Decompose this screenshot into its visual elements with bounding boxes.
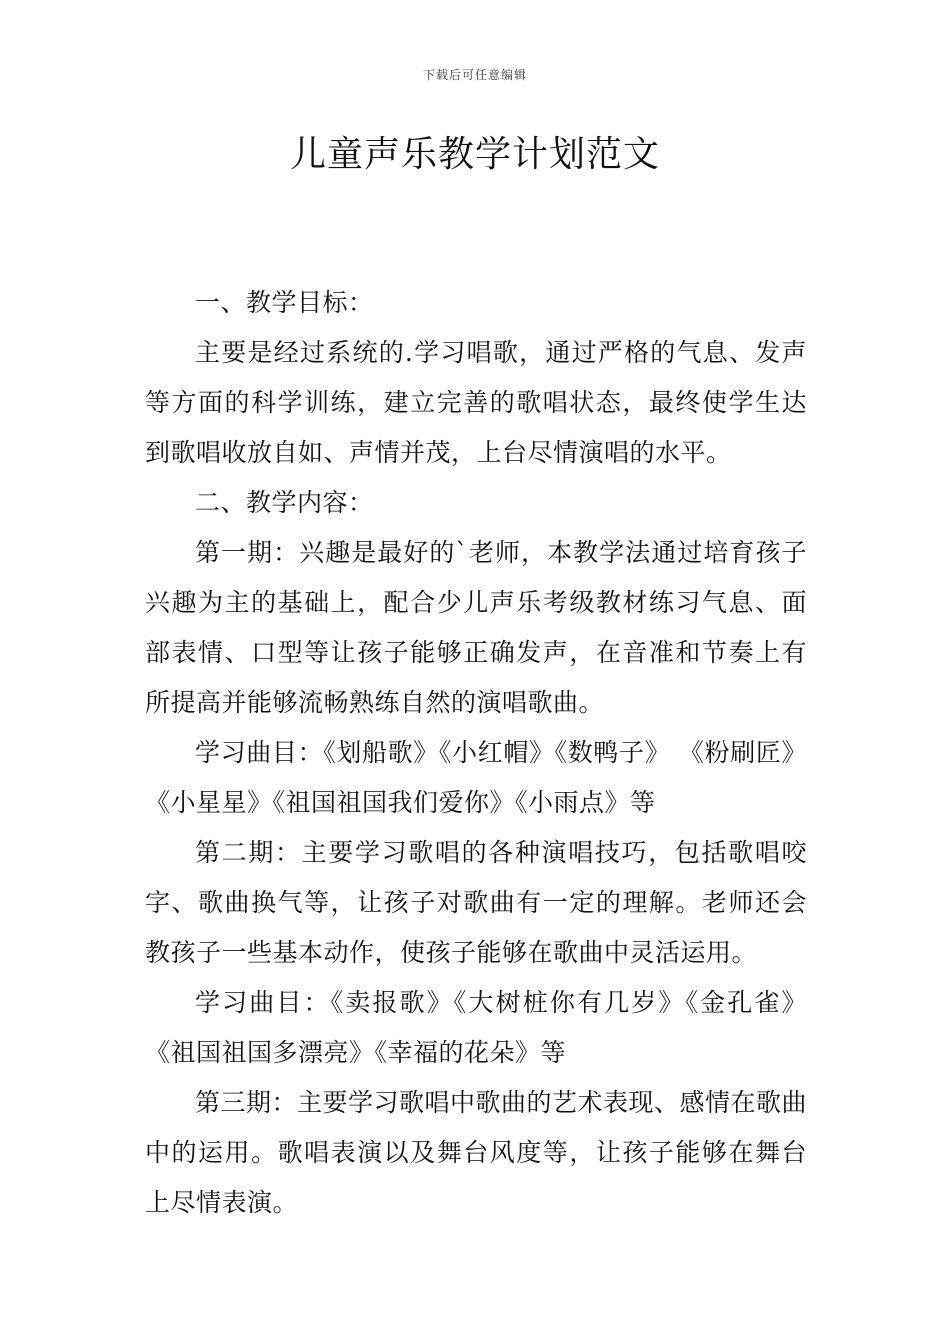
paragraph-phase-one-songs: 学习曲目：《划船歌》《小红帽》《数鸭子》 《粉刷匠》《小星星》《祖国祖国我们爱你》《小雨点》等 [145, 738, 807, 817]
paragraph-phase-two-songs: 学习曲目：《卖报歌》《大树桩你有几岁》《金孔雀》《祖国祖国多漂亮》《幸福的花朵》等 [145, 988, 807, 1067]
document-body [145, 278, 807, 1228]
paragraph-goals: 主要是经过系统的.学习唱歌，通过严格的气息、发声等方面的科学训练，建立完善的歌唱状态，最终使学生达到歌唱收放自如、声情并茂，上台尽情演唱的水平。 [145, 338, 807, 467]
section-heading-content: 二、教学内容： [195, 488, 374, 517]
paragraph-phase-two: 第二期：主要学习歌唱的各种演唱技巧，包括歌唱咬字、歌曲换气等，让孩子对歌曲有一定的理解。老师还会教孩子一些基本动作，使孩子能够在歌曲中灵活运用。 [145, 838, 807, 967]
section-heading-goals: 一、教学目标： [195, 288, 374, 317]
document-title: 儿童声乐教学计划范文 [289, 134, 660, 175]
header-note: 下载后可任意编辑 [422, 68, 527, 82]
paragraph-phase-three: 第三期：主要学习歌唱中歌曲的艺术表现、感情在歌曲中的运用。歌唱表演以及舞台风度等，让孩子能够在舞台上尽情表演。 [145, 1088, 808, 1217]
paragraph-phase-one: 第一期：兴趣是最好的`老师，本教学法通过培育孩子兴趣为主的基础上，配合少儿声乐考级教材练习气息、面部表情、口型等让孩子能够正确发声，在音准和节奏上有所提高并能够流畅熟练自然的演唱歌曲。 [145, 538, 807, 717]
